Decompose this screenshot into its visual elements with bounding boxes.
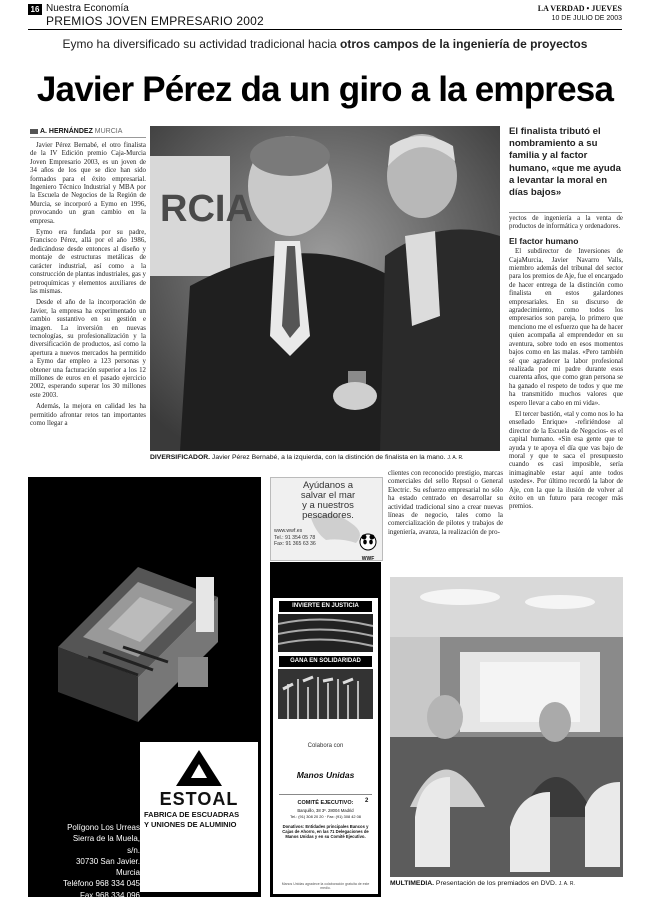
manos-unidas-inner — [273, 598, 378, 894]
panda-icon — [359, 533, 377, 551]
multimedia-photo-image — [390, 577, 623, 877]
manos-unidas-logo: Manos Unidas — [296, 770, 355, 780]
paragraph: El tercer bastión, «tal y como nos lo ha enseñado Enrique» -refiriéndose al director de la Escuela de Negocios- es el capital humano. «Sin esa gente que te ayuda y te apoya el día que vas bajo de moral y que te saca el presupuesto cuando es casi imposible, sería inimaginable estar aquí ante todos ustedes». Por último recordó la labor de Aje, con la que la ilusión de volver al éxito en un futuro para recoger más premios. — [509, 410, 623, 511]
paragraph: Desde el año de la incorporación de Javier, la empresa ha experimentado un cambio sustantivo en su gestión e imagen. La inversión en nuevas tecnologías, su profesionalización y la diversificación de productos, así como la apertura a nuevos mercados ha permitido a Eymo dar empleo a 123 personas y obtener una facturación superior a los 12 millones de euros en el pasado ejercicio 2002, esperando superar los 30 millones este 2003. — [30, 299, 146, 399]
aluminium-profile-illustration — [28, 507, 261, 747]
slogan-line: salvar el mar — [300, 490, 356, 501]
wwf-fax: Fax: 91 365 63 36 — [274, 541, 316, 547]
page-number: 16 — [28, 4, 42, 15]
pull-quote-rule — [509, 212, 622, 213]
estoal-ad — [28, 477, 261, 912]
plants-illustration — [273, 669, 378, 719]
wwf-ad — [270, 477, 383, 561]
paragraph: Javier Pérez Bernabé, el otro finalista de la IV Edición premio Caja-Murcia Joven Empresario 2003, es un joven de 34 años de los que se dice han sido formados para el éxito empresarial. Ingeniero Técnico Industrial y MBA por la Escuela de Negocios de la Región de Murcia, se incorporó a Eymo en 1996, provocando un gran cambio en la empresa. — [30, 142, 146, 225]
wwf-logo-text: WWF — [361, 556, 375, 562]
pull-quote: El finalista tributó el nombramiento a su familia y al factor humano, «que me ayuda a levantar la moral en días bajos» — [509, 126, 621, 199]
section-name: Nuestra Economía — [46, 3, 129, 14]
article-column-1 — [30, 142, 146, 460]
donation-info: Donativos: Entidades principales Bancos y Cajas de Ahorro, en las 71 Delegaciones de Manos Unidas y en su Comité Ejecutivo. — [282, 824, 369, 840]
svg-text:RCIA: RCIA — [160, 188, 253, 230]
field-illustration — [273, 614, 378, 652]
author-location: MURCIA — [94, 128, 123, 135]
caption-label: MULTIMEDIA. — [390, 880, 435, 887]
wwf-contact — [274, 528, 316, 548]
article-column-2-continued — [388, 470, 503, 560]
estoal-logo-panel — [140, 742, 258, 892]
paragraph: El subdirector de Inversiones de CajaMurcia, Javier Navarro Valls, miembro además del tribunal del sector para los premios de Aje, fue el encargado de hacer entrega de la distinción como finalista en estos galardones empresariales. En su discurso de agradecimiento, como todos los empresarios son pareja, lo primero que menciono me el esfuerzo que ha de hacer quien acompaña al emprendedor en su aventura, sobre todo en esos momentos bajos como en las malas. «Pero también sé que agradecer la labor profesional realizada por mi padre durante esos cuarenta años, que como gran persona se ha ganado el respeto de todos y que me ha transmitido muchos valores que espero llevar a cabo en mi vida». — [509, 248, 623, 407]
wwf-slogan — [287, 481, 369, 521]
photo-credit: J. A. R. — [447, 455, 464, 461]
manos-unidas-ad — [270, 562, 381, 897]
address-line: Teléfono 968 334 045 — [63, 879, 140, 889]
paragraph: clientes con reconocido prestigio, marcas comerciales del sello Repsol o General Electric. Su esfuerzo empresarial no sólo ha estado centrado en desarrollar su actividad tradicional sino a crear nuevas líneas de negocio, tales como la comercialización de pilotes y trabajos de ingeniería, avanza, la realización de pro- — [388, 470, 503, 536]
committee-heading: COMITÉ EJECUTIVO: — [297, 800, 354, 806]
banner-solidaridad: GANA EN SOLIDARIDAD — [279, 656, 372, 667]
caption-label: DIVERSIFICADOR. — [150, 454, 211, 461]
divider — [279, 794, 372, 795]
page-header — [28, 4, 622, 30]
address-line: 30730 San Javier. Murcia — [75, 856, 140, 878]
committee-phones: Tel.: (91) 308 20 20 · Fax: (91) 308 42 08 — [290, 814, 361, 819]
header-rule — [28, 29, 622, 30]
author-name: A. HERNÁNDEZ — [39, 128, 93, 135]
newspaper-name: LA VERDAD • JUEVES — [537, 4, 622, 13]
slogan-line: y a nuestros — [302, 500, 354, 511]
banner-justicia: INVIERTE EN JUSTICIA — [279, 601, 372, 612]
estoal-tagline-2: Y UNIONES DE ALUMINIO — [144, 820, 237, 829]
caption-text: Javier Pérez Bernabé, a la izquierda, con la distinción de finalista en la mano. — [210, 454, 446, 461]
main-photo-image — [150, 126, 500, 451]
committee-address: Barquillo, 38 3º. 28004 Madrid — [297, 808, 354, 813]
media-credit: Manos Unidas agradece la colaboración gratuita de este medio. — [281, 882, 370, 890]
supplement-title: PREMIOS JOVEN EMPRESARIO 2002 — [46, 14, 264, 28]
committee-number: 2 — [365, 798, 369, 804]
photo-caption-2 — [390, 880, 623, 887]
slogan-line: Ayúdanos a — [302, 480, 353, 491]
main-photo — [150, 126, 500, 451]
estoal-brand: ESTOAL — [159, 789, 239, 809]
paragraph: yectos de ingeniería a la venta de productos de informática y ordenadores. — [509, 215, 623, 231]
slogan-line: pescadores. — [302, 510, 354, 521]
address-line: www.estoal.com — [82, 902, 140, 912]
estoal-triangle-icon — [174, 748, 224, 788]
collab-text: Colabora con — [307, 743, 344, 749]
estoal-tagline-1: FABRICA DE ESCUADRAS — [144, 810, 240, 819]
estoal-address — [58, 822, 140, 912]
caption-text: Presentación de los premiados en DVD. — [434, 880, 557, 887]
byline — [30, 128, 146, 138]
address-line: Fax 968 334 096 — [79, 890, 140, 900]
article-column-3 — [509, 215, 623, 555]
kicker-bold: otros campos de la ingeniería de proyectos — [340, 37, 588, 51]
kicker-plain: Eymo ha diversificado su actividad tradicional hacia — [62, 37, 341, 51]
address-line: Sierra de la Muela, s/n. — [72, 834, 140, 855]
wwf-phone: Tel.: 91 354 05 78 — [274, 534, 316, 541]
photo-caption-1 — [150, 453, 500, 463]
kicker — [28, 37, 622, 51]
subhead: El factor humano — [509, 235, 579, 246]
paragraph: Además, la mejora en calidad les ha permitido afrontar retos tan importantes como llegar a — [30, 403, 146, 427]
wwf-panda-logo — [359, 533, 377, 562]
multimedia-photo — [390, 577, 623, 877]
edition-date: 10 DE JULIO DE 2003 — [551, 15, 622, 22]
address-line: Polígono Los Urreas — [67, 823, 140, 832]
headline: Javier Pérez da un giro a la empresa — [36, 70, 614, 109]
wwf-url: www.wwf.es — [274, 528, 303, 534]
paragraph: Eymo era fundada por su padre, Francisco Pérez, allá por el año 1986, dedicándose desde entonces al diseño y montaje de estructuras metálicas de carácter industrial, así como a la construcción de plantas industriales, gas y petroquímicas y elementos auxiliares de las mismas. — [30, 229, 146, 295]
photo-credit: J. A. R. — [558, 881, 575, 887]
